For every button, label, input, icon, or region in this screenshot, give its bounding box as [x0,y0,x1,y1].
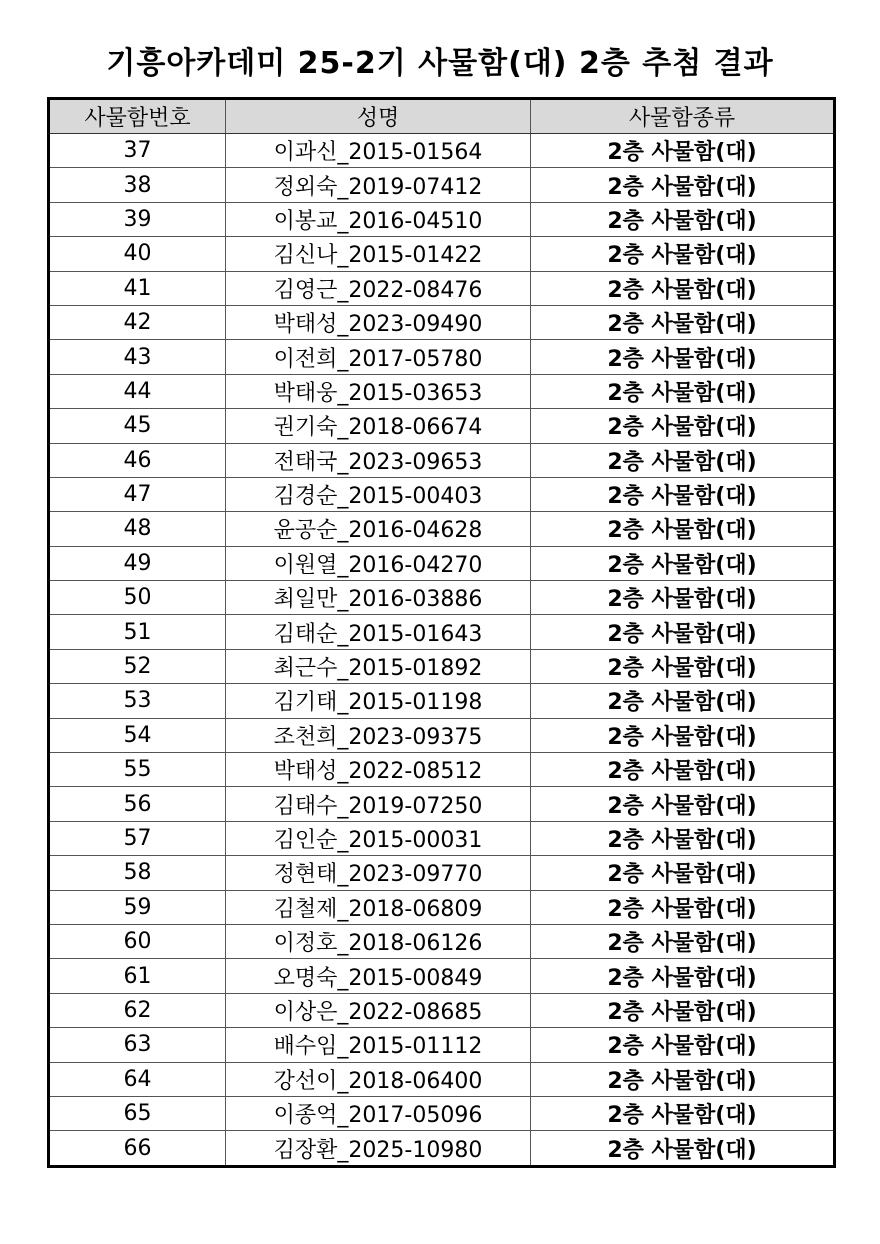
locker-number-cell: 47 [49,477,226,511]
locker-number-cell: 42 [49,305,226,339]
locker-type-cell: 2층 사물함(대) [531,546,835,580]
locker-type-cell: 2층 사물함(대) [531,168,835,202]
locker-number-cell: 66 [49,1131,226,1166]
table-row [49,477,835,511]
member-name-cell: 전태국_2023-09653 [226,443,531,477]
table-header [49,99,835,134]
member-name-cell: 이원열_2016-04270 [226,546,531,580]
locker-type-cell: 2층 사물함(대) [531,581,835,615]
member-name-cell: 김인순_2015-00031 [226,821,531,855]
member-name-cell: 이종억_2017-05096 [226,1096,531,1130]
table-row [49,856,835,890]
locker-type-cell: 2층 사물함(대) [531,821,835,855]
table-row [49,1131,835,1166]
table-row [49,443,835,477]
table-row [49,718,835,752]
table-row [49,581,835,615]
header-locker-number: 사물함번호 [49,99,226,134]
locker-type-cell: 2층 사물함(대) [531,615,835,649]
locker-type-cell: 2층 사물함(대) [531,1131,835,1166]
table-row [49,924,835,958]
member-name-cell: 김태수_2019-07250 [226,787,531,821]
member-name-cell: 정외숙_2019-07412 [226,168,531,202]
locker-type-cell: 2층 사물함(대) [531,477,835,511]
locker-type-cell: 2층 사물함(대) [531,959,835,993]
member-name-cell: 이전희_2017-05780 [226,340,531,374]
member-name-cell: 정현태_2023-09770 [226,856,531,890]
member-name-cell: 김장환_2025-10980 [226,1131,531,1166]
header-locker-type: 사물함종류 [531,99,835,134]
member-name-cell: 김태순_2015-01643 [226,615,531,649]
table-row [49,890,835,924]
locker-type-cell: 2층 사물함(대) [531,271,835,305]
locker-type-cell: 2층 사물함(대) [531,305,835,339]
locker-number-cell: 40 [49,237,226,271]
locker-number-cell: 58 [49,856,226,890]
locker-type-cell: 2층 사물함(대) [531,753,835,787]
locker-type-cell: 2층 사물함(대) [531,856,835,890]
locker-number-cell: 63 [49,1028,226,1062]
locker-number-cell: 55 [49,753,226,787]
table-row [49,374,835,408]
locker-type-cell: 2층 사물함(대) [531,890,835,924]
member-name-cell: 이봉교_2016-04510 [226,202,531,236]
table-row [49,993,835,1027]
header-name: 성명 [226,99,531,134]
locker-number-cell: 64 [49,1062,226,1096]
table-row [49,753,835,787]
locker-number-cell: 37 [49,134,226,168]
locker-number-cell: 57 [49,821,226,855]
locker-number-cell: 43 [49,340,226,374]
member-name-cell: 김기태_2015-01198 [226,684,531,718]
locker-number-cell: 56 [49,787,226,821]
locker-type-cell: 2층 사물함(대) [531,993,835,1027]
locker-number-cell: 51 [49,615,226,649]
locker-number-cell: 44 [49,374,226,408]
table-row [49,821,835,855]
member-name-cell: 박태성_2022-08512 [226,753,531,787]
locker-type-cell: 2층 사물함(대) [531,924,835,958]
locker-type-cell: 2층 사물함(대) [531,202,835,236]
member-name-cell: 강선이_2018-06400 [226,1062,531,1096]
locker-type-cell: 2층 사물함(대) [531,684,835,718]
table-row [49,168,835,202]
member-name-cell: 박태웅_2015-03653 [226,374,531,408]
member-name-cell: 박태성_2023-09490 [226,305,531,339]
table-row [49,959,835,993]
table-row [49,271,835,305]
member-name-cell: 김신나_2015-01422 [226,237,531,271]
table-row [49,237,835,271]
locker-type-cell: 2층 사물함(대) [531,787,835,821]
locker-type-cell: 2층 사물함(대) [531,409,835,443]
locker-number-cell: 52 [49,649,226,683]
table-row [49,546,835,580]
locker-number-cell: 38 [49,168,226,202]
member-name-cell: 최일만_2016-03886 [226,581,531,615]
member-name-cell: 이상은_2022-08685 [226,993,531,1027]
locker-type-cell: 2층 사물함(대) [531,374,835,408]
locker-number-cell: 49 [49,546,226,580]
locker-number-cell: 46 [49,443,226,477]
locker-type-cell: 2층 사물함(대) [531,134,835,168]
locker-type-cell: 2층 사물함(대) [531,718,835,752]
locker-number-cell: 65 [49,1096,226,1130]
locker-number-cell: 50 [49,581,226,615]
member-name-cell: 권기숙_2018-06674 [226,409,531,443]
locker-type-cell: 2층 사물함(대) [531,1062,835,1096]
member-name-cell: 김경순_2015-00403 [226,477,531,511]
table-row [49,787,835,821]
locker-type-cell: 2층 사물함(대) [531,237,835,271]
member-name-cell: 이정호_2018-06126 [226,924,531,958]
table-row [49,512,835,546]
table-row [49,649,835,683]
table-row [49,340,835,374]
member-name-cell: 최근수_2015-01892 [226,649,531,683]
locker-type-cell: 2층 사물함(대) [531,1096,835,1130]
table-row [49,409,835,443]
table-row [49,1028,835,1062]
table-row [49,305,835,339]
header-row [49,99,835,134]
member-name-cell: 윤공순_2016-04628 [226,512,531,546]
locker-type-cell: 2층 사물함(대) [531,512,835,546]
locker-type-cell: 2층 사물함(대) [531,1028,835,1062]
table-row [49,202,835,236]
locker-type-cell: 2층 사물함(대) [531,443,835,477]
locker-number-cell: 45 [49,409,226,443]
table-row [49,1096,835,1130]
page-title: 기흥아카데미 25-2기 사물함(대) 2층 추첨 결과 [106,46,774,81]
locker-number-cell: 53 [49,684,226,718]
member-name-cell: 이과신_2015-01564 [226,134,531,168]
locker-number-cell: 59 [49,890,226,924]
locker-type-cell: 2층 사물함(대) [531,340,835,374]
member-name-cell: 김영근_2022-08476 [226,271,531,305]
table-body [49,134,835,1167]
locker-number-cell: 41 [49,271,226,305]
table-row [49,134,835,168]
member-name-cell: 조천희_2023-09375 [226,718,531,752]
member-name-cell: 오명숙_2015-00849 [226,959,531,993]
locker-number-cell: 39 [49,202,226,236]
member-name-cell: 김철제_2018-06809 [226,890,531,924]
table-row [49,684,835,718]
locker-number-cell: 54 [49,718,226,752]
locker-number-cell: 62 [49,993,226,1027]
member-name-cell: 배수임_2015-01112 [226,1028,531,1062]
table-row [49,1062,835,1096]
locker-number-cell: 48 [49,512,226,546]
locker-number-cell: 60 [49,924,226,958]
locker-type-cell: 2층 사물함(대) [531,649,835,683]
locker-draw-results-table [47,97,836,1168]
table-row [49,615,835,649]
locker-number-cell: 61 [49,959,226,993]
